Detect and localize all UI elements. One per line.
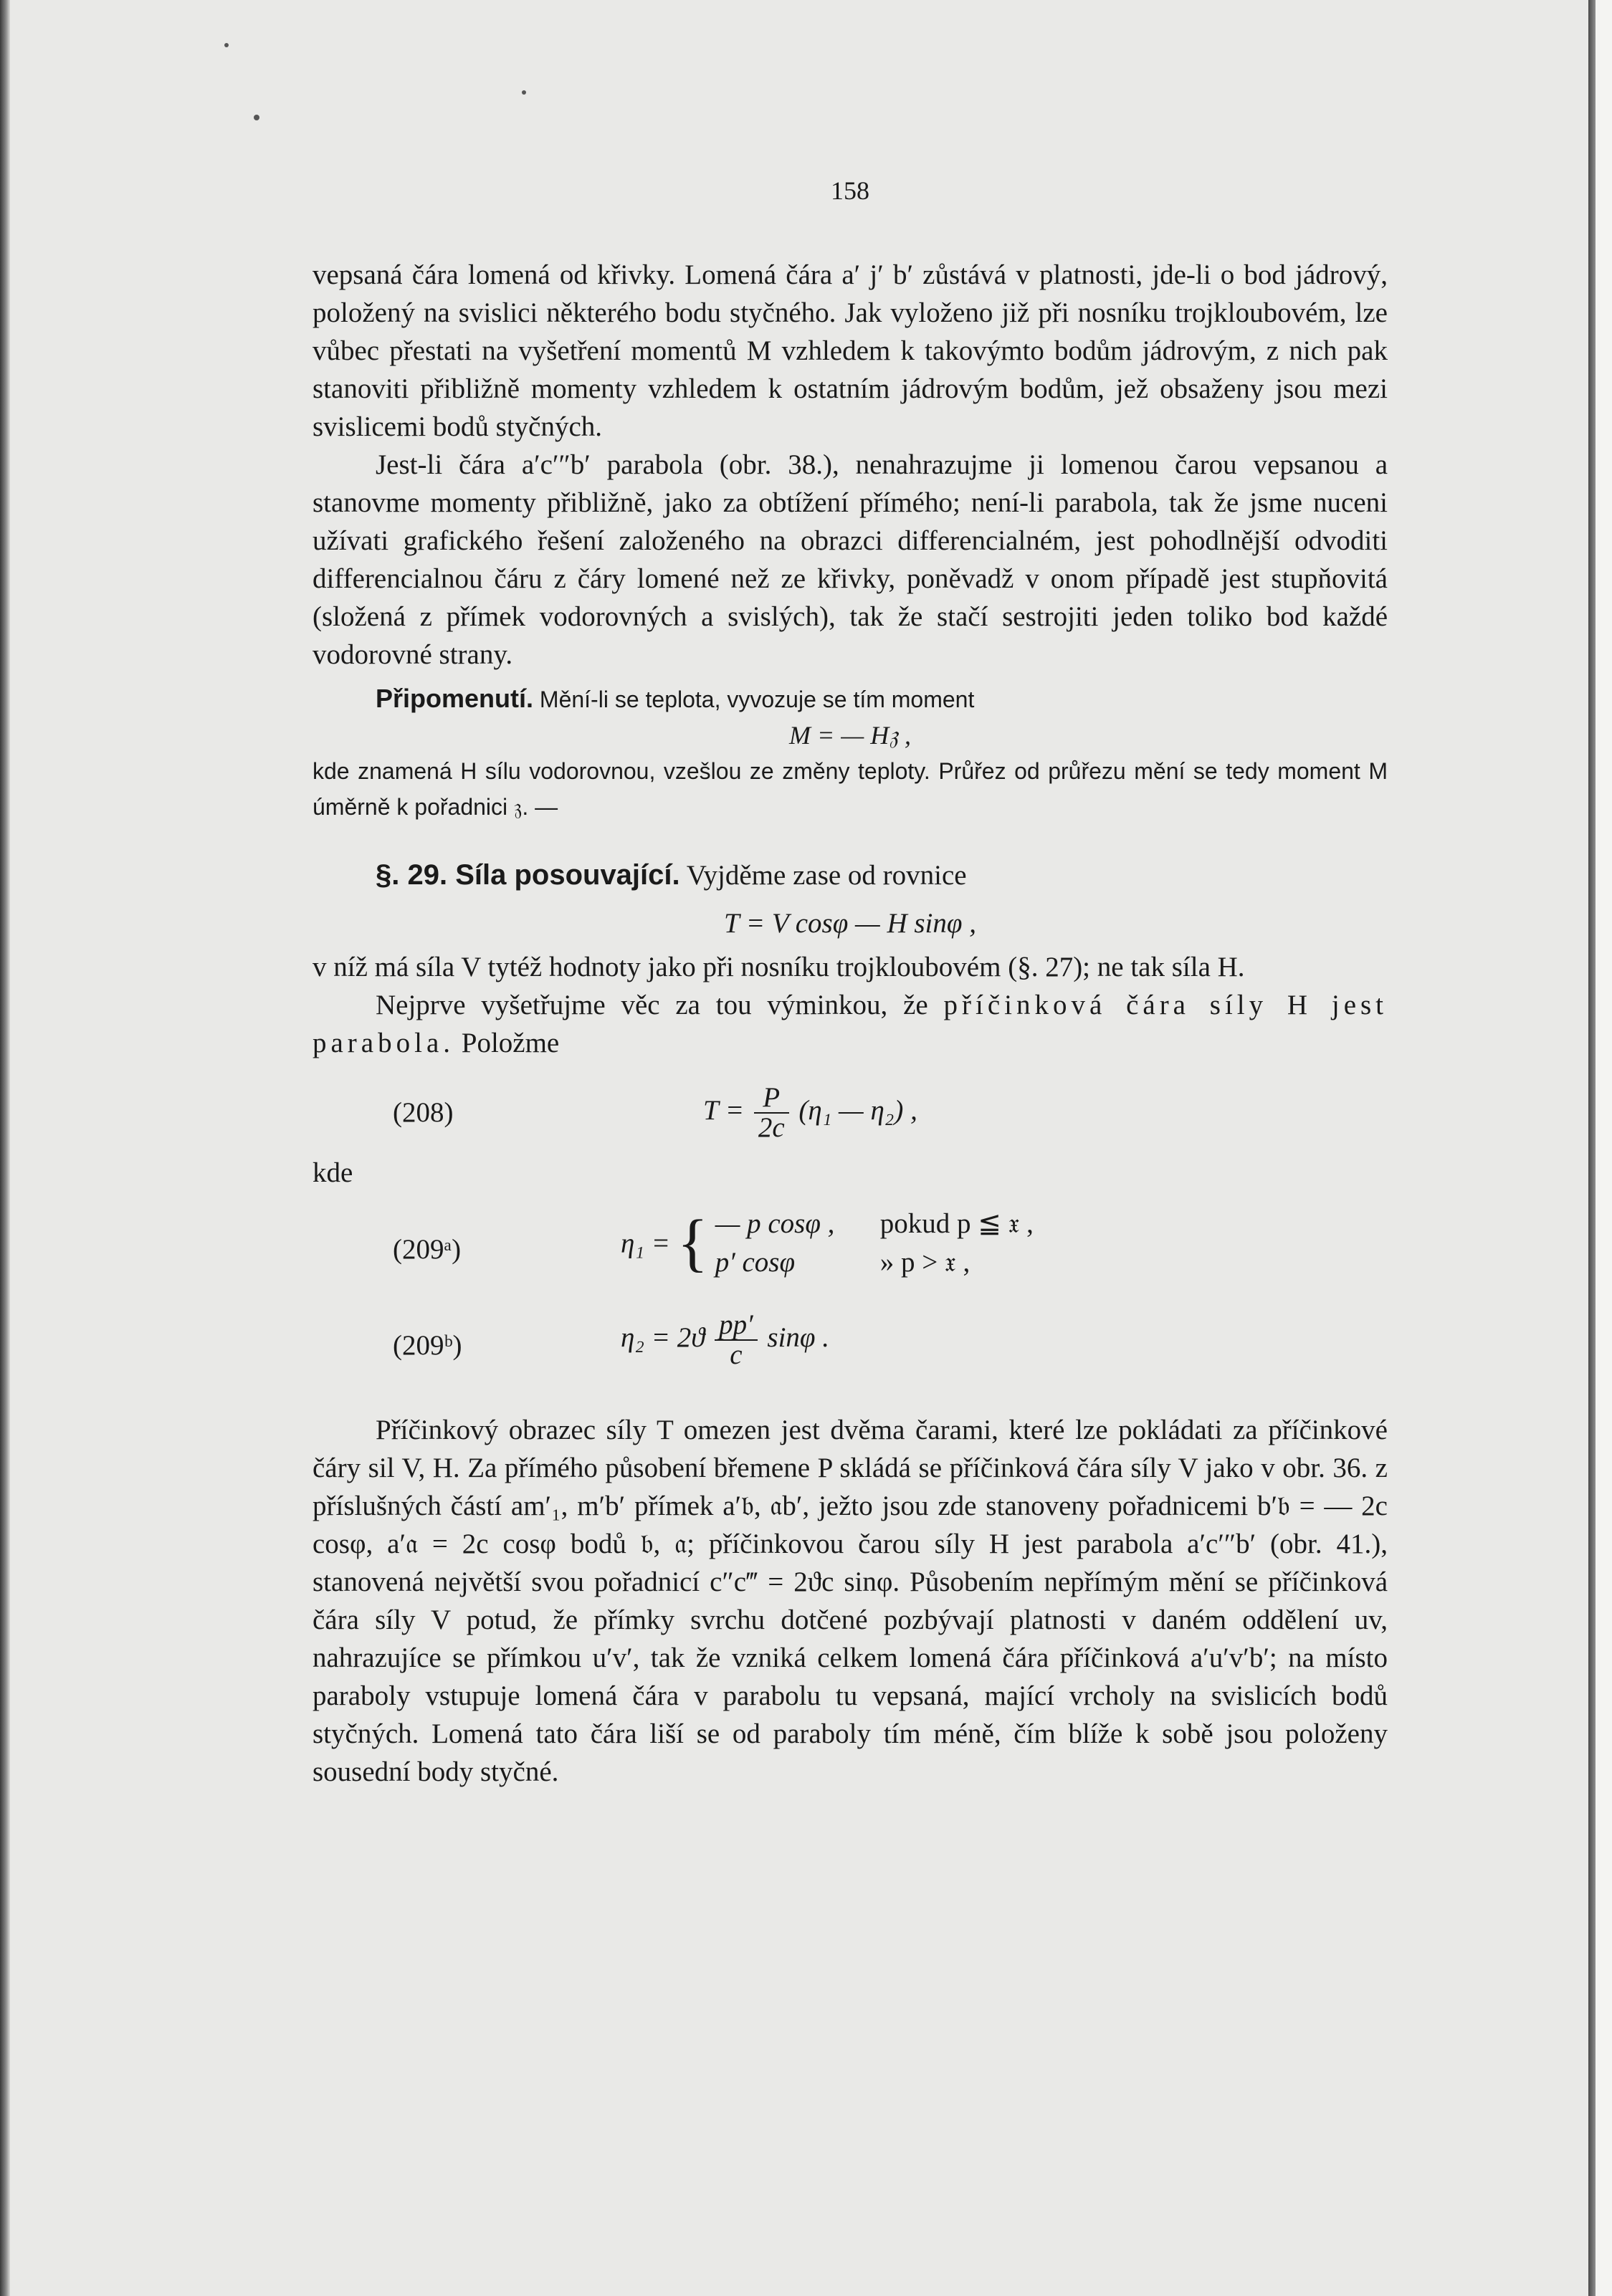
- equation-label: (209ᵇ): [393, 1330, 462, 1361]
- remark-text: kde znamená H sílu vodorovnou, vzešlou ze změny teploty. Průřez od průřezu mění se tedy moment M úměrně k pořadnici 𝔷. —: [313, 758, 1388, 820]
- paragraph: Příčinkový obrazec síly T omezen jest dvěma čarami, které lze pokládati za příčinkové čáry sil V, H. Za přímého působení břemene P skládá se příčinková čára síly V jako v obr. 36. z příslušných částí am′₁, m′b′ přímek a′𝔟, 𝔞b′, ježto jsou zde stanoveny pořadnicemi b′𝔟 = — 2c cosφ, a′𝔞 = 2c cosφ bodů 𝔟, 𝔞; příčinkovou čarou síly H jest parabola a′c′″b′ (obr. 41.), stanovená největší svou pořadnicí c″c‴ = 2ϑc sinφ. Působením nepřímým mění se příčinková čára síly V potud, že přímky svrchu dotčené pozbývají platnosti v daném oddělení uv, nahrazujíce se přímkou u′v′, tak že vzniká celkem lomená čára příčinková a′u′v′b′; na místo paraboly vstupuje lomená čára v parabolu tu vepsaná, mající vrcholy na svislicích bodů styčných. Lomená tato čára liší se od paraboly tím méně, čím blíže k sobě jsou položeny sousední body styčné.: [313, 1415, 1388, 1787]
- paragraph: Nejprve vyšetřujme věc za tou výminkou, že příčinková čára síly H jest parabola. Položme: [313, 990, 1388, 1058]
- scan-speck: [254, 115, 259, 120]
- scan-left-edge: [0, 0, 10, 2296]
- remark-formula: M = — H𝔷 ,: [788, 721, 912, 750]
- scan-margin: [1596, 0, 1612, 2296]
- shear-formula: T = V cosφ — H sinφ ,: [724, 908, 976, 939]
- equation-209b: [313, 1311, 1388, 1382]
- equation-body: η₁ = { — p cosφ , pokud p ≦ 𝔵 , p′ cosφ » p > 𝔵 ,: [621, 1207, 1034, 1278]
- equation-body: η₂ = 2ϑ $\frac{pp'}{c}$ sinφ .: [621, 1309, 829, 1370]
- equation-label: (209ᵃ): [393, 1234, 462, 1265]
- remark-title: Připomenutí.: [376, 684, 534, 713]
- paragraph: Jest-li čára a′c′″b′ parabola (obr. 38.), nenahrazujme ji lomenou čarou vepsanou a stanovme momenty přibližně, jako za obtížení přímého; není-li parabola, tak že jsme nuceni užívati grafického řešení založeného na obrazci differencialném, jest pohodlnější odvoditi differencialnou čáru z čáry lomené než ze křivky, poněvadž v onom případě jest stupňovitá (složená z přímek vodorovných a svislých), tak že stačí sestrojiti jeden toliko bod každé vodorovné strany.: [313, 449, 1388, 670]
- scan-speck: [522, 90, 526, 95]
- paragraph: vepsaná čára lomená od křivky. Lomená čára a′ j′ b′ zůstává v platnosti, jde-li o bod jádrový, položený na svislici některého bodu styčného. Jak vyloženo již při nosníku trojkloubovém, lze vůbec přestati na vyšetření momentů M vzhledem k takovýmto bodům jádrovým, z nich pak stanoviti přibližně momenty vzhledem k ostatním jádrovým bodům, jež obsaženy jsou mezi svislicemi bodů styčných.: [313, 259, 1388, 442]
- equation-label: (208): [393, 1097, 454, 1128]
- section-lead: Vyjděme zase od rovnice: [686, 860, 967, 891]
- equation-body: T = $\frac{P}{2c}$ (η₁ — η₂) ,: [703, 1082, 917, 1143]
- equation-209a: [313, 1205, 1388, 1298]
- scan-speck: [224, 43, 229, 47]
- equation-connector: kde: [313, 1157, 353, 1188]
- remark-block: [313, 681, 1388, 825]
- remark-text: Mění-li se teplota, vyvozuje se tím moment: [539, 687, 975, 712]
- section-heading: §. 29. Síla posouvající.: [376, 859, 680, 891]
- paragraph: v níž má síla V tytéž hodnoty jako při nosníku trojkloubovém (§. 27); ne tak síla H.: [313, 952, 1245, 982]
- section-29: [313, 856, 1388, 1062]
- page-number: 158: [831, 176, 869, 205]
- scan-right-edge: [1588, 0, 1596, 2296]
- page-body: [313, 172, 1388, 1791]
- equation-208: [313, 1084, 1388, 1148]
